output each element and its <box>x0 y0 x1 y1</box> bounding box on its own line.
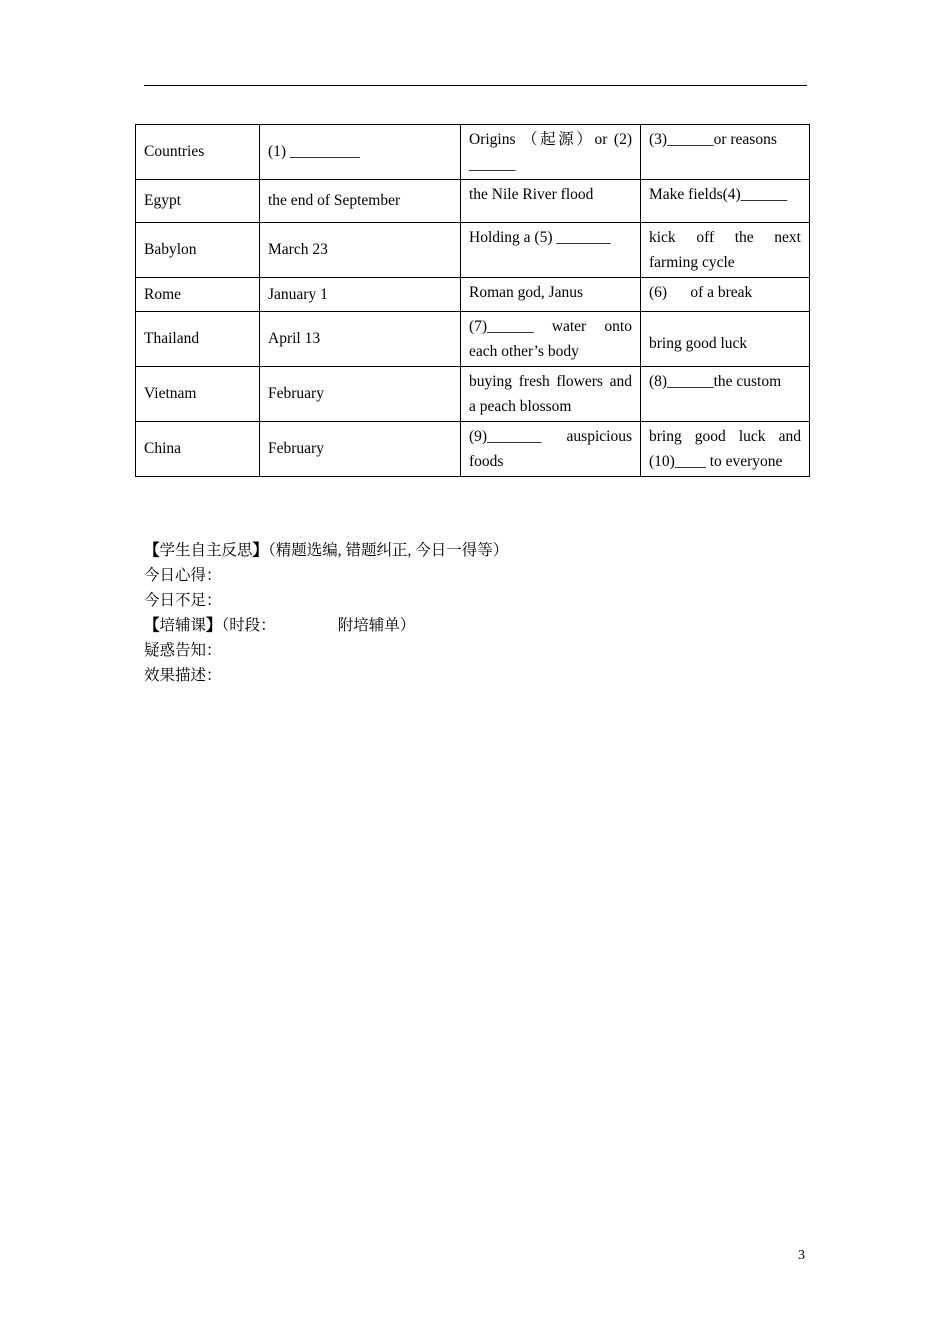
header-origins: Origins （起源）or (2) ______ <box>461 125 641 180</box>
shortcomings-line: 今日不足： <box>144 592 222 609</box>
table-cell: February <box>260 422 461 477</box>
effect-line: 效果描述： <box>144 667 222 684</box>
table-cell: China <box>136 422 260 477</box>
title-close-bracket: 】 <box>252 542 269 559</box>
table-row <box>136 180 810 223</box>
table-cell: (7)______ water onto each other’s body <box>461 312 641 367</box>
table-cell: bring good luck and (10)____ to everyone <box>641 422 810 477</box>
table-cell: Babylon <box>136 223 260 278</box>
table-cell: Holding a (5) _______ <box>461 223 641 278</box>
new-year-customs-table <box>135 124 810 477</box>
table-cell: April 13 <box>260 312 461 367</box>
table-row <box>136 422 810 477</box>
table-cell: (8)______the custom <box>641 367 810 422</box>
table-cell: (9)_______ auspicious foods <box>461 422 641 477</box>
reflection-title <box>144 538 508 563</box>
gains-line: 今日心得： <box>144 567 222 584</box>
table-cell: Rome <box>136 278 260 312</box>
doubts-line: 疑惑告知： <box>144 642 222 659</box>
table-cell: bring good luck <box>641 312 810 367</box>
table-cell: buying fresh flowers and a peach blossom <box>461 367 641 422</box>
tutoring-open-bracket: 【 <box>144 617 160 634</box>
page-number: 3 <box>798 1248 805 1263</box>
reflection-section <box>144 538 508 688</box>
table-cell: March 23 <box>260 223 461 278</box>
table-cell: Vietnam <box>136 367 260 422</box>
table-cell: (6) of a break <box>641 278 810 312</box>
table-cell: kick off the next farming cycle <box>641 223 810 278</box>
table-row <box>136 223 810 278</box>
header-countries: Countries <box>136 125 260 180</box>
table-cell: Thailand <box>136 312 260 367</box>
table-row <box>136 367 810 422</box>
tutoring-text: 培辅课 <box>159 617 207 634</box>
table-cell: Roman god, Janus <box>461 278 641 312</box>
header-blank-3: (3)______or reasons <box>641 125 810 180</box>
tutoring-line <box>144 613 508 638</box>
header-rule <box>144 85 807 86</box>
table-cell: the end of September <box>260 180 461 223</box>
title-open-bracket: 【 <box>144 542 160 559</box>
table-cell: Make fields(4)______ <box>641 180 810 223</box>
table-cell: February <box>260 367 461 422</box>
tutoring-close-bracket: 】 <box>206 617 222 634</box>
title-note: （精题选编, 错题纠正, 今日一得等） <box>268 542 509 559</box>
table-cell: the Nile River flood <box>461 180 641 223</box>
table-row <box>136 278 810 312</box>
table-header-row <box>136 125 810 180</box>
header-blank-1: (1) _________ <box>260 125 461 180</box>
table-cell: January 1 <box>260 278 461 312</box>
title-text: 学生自主反思 <box>159 542 253 559</box>
table-cell: Egypt <box>136 180 260 223</box>
table-row <box>136 312 810 367</box>
tutoring-note: （时段： 附培辅单） <box>221 617 416 634</box>
